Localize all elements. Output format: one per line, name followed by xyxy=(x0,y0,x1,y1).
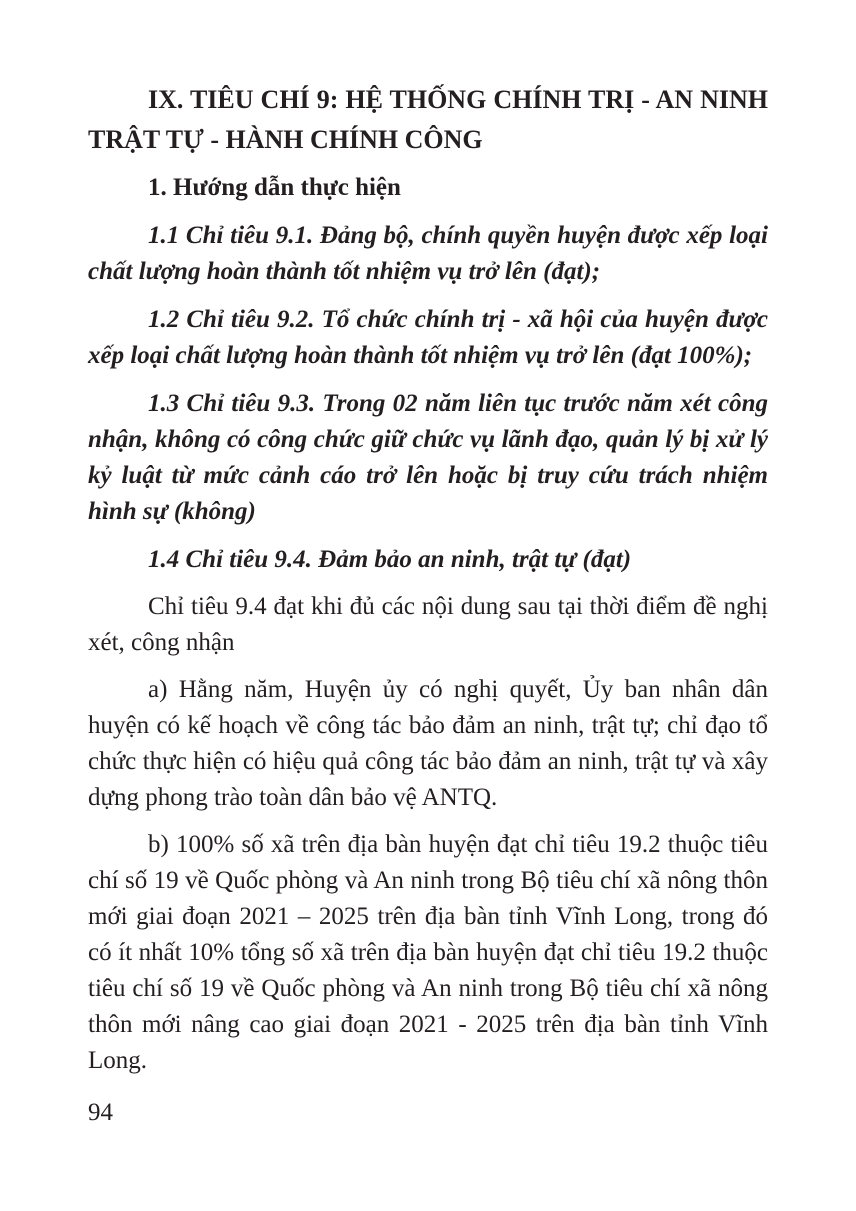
criterion-9-1: 1.1 Chỉ tiêu 9.1. Đảng bộ, chính quyền huyện được xếp loại chất lượng hoàn thành tốt nhiệm vụ trở lên (đạt); xyxy=(88,222,768,285)
section-title: IX. TIÊU CHÍ 9: HỆ THỐNG CHÍNH TRỊ - AN NINH TRẬT TỰ - HÀNH CHÍNH CÔNG xyxy=(88,85,768,154)
document-page xyxy=(88,80,768,1079)
criterion-9-2: 1.2 Chỉ tiêu 9.2. Tổ chức chính trị - xã hội của huyện được xếp loại chất lượng hoàn thành tốt nhiệm vụ trở lên (đạt 100%); xyxy=(88,306,768,369)
paragraph-intro: Chỉ tiêu 9.4 đạt khi đủ các nội dung sau tại thời điểm đề nghị xét, công nhận xyxy=(88,593,768,656)
paragraph-b: b) 100% số xã trên địa bàn huyện đạt chỉ tiêu 19.2 thuộc tiêu chí số 19 về Quốc phòng và An ninh trong Bộ tiêu chí xã nông thôn mới giai đoạn 2021 – 2025 trên địa bàn tỉnh Vĩnh Long, trong đó có ít nhất 10% tổng số xã trên địa bàn huyện đạt chỉ tiêu 19.2 thuộc tiêu chí số 19 về Quốc phòng và An ninh trong Bộ tiêu chí xã nông thôn mới nâng cao giai đoạn 2021 - 2025 trên địa bàn tỉnh Vĩnh Long. xyxy=(88,831,768,1074)
paragraph-a: a) Hằng năm, Huyện ủy có nghị quyết, Ủy ban nhân dân huyện có kế hoạch về công tác bảo đảm an ninh, trật tự; chỉ đạo tổ chức thực hiện có hiệu quả công tác bảo đảm an ninh, trật tự và xây dựng phong trào toàn dân bảo vệ ANTQ. xyxy=(88,676,768,811)
page-number: 94 xyxy=(88,1099,113,1126)
subheading: 1. Hướng dẫn thực hiện xyxy=(148,174,401,201)
criterion-9-4: 1.4 Chỉ tiêu 9.4. Đảm bảo an ninh, trật tự (đạt) xyxy=(148,546,632,573)
criterion-9-3: 1.3 Chỉ tiêu 9.3. Trong 02 năm liên tục trước năm xét công nhận, không có công chức giữ chức vụ lãnh đạo, quản lý bị xử lý kỷ luật từ mức cảnh cáo trở lên hoặc bị truy cứu trách nhiệm hình sự (không) xyxy=(88,390,768,525)
